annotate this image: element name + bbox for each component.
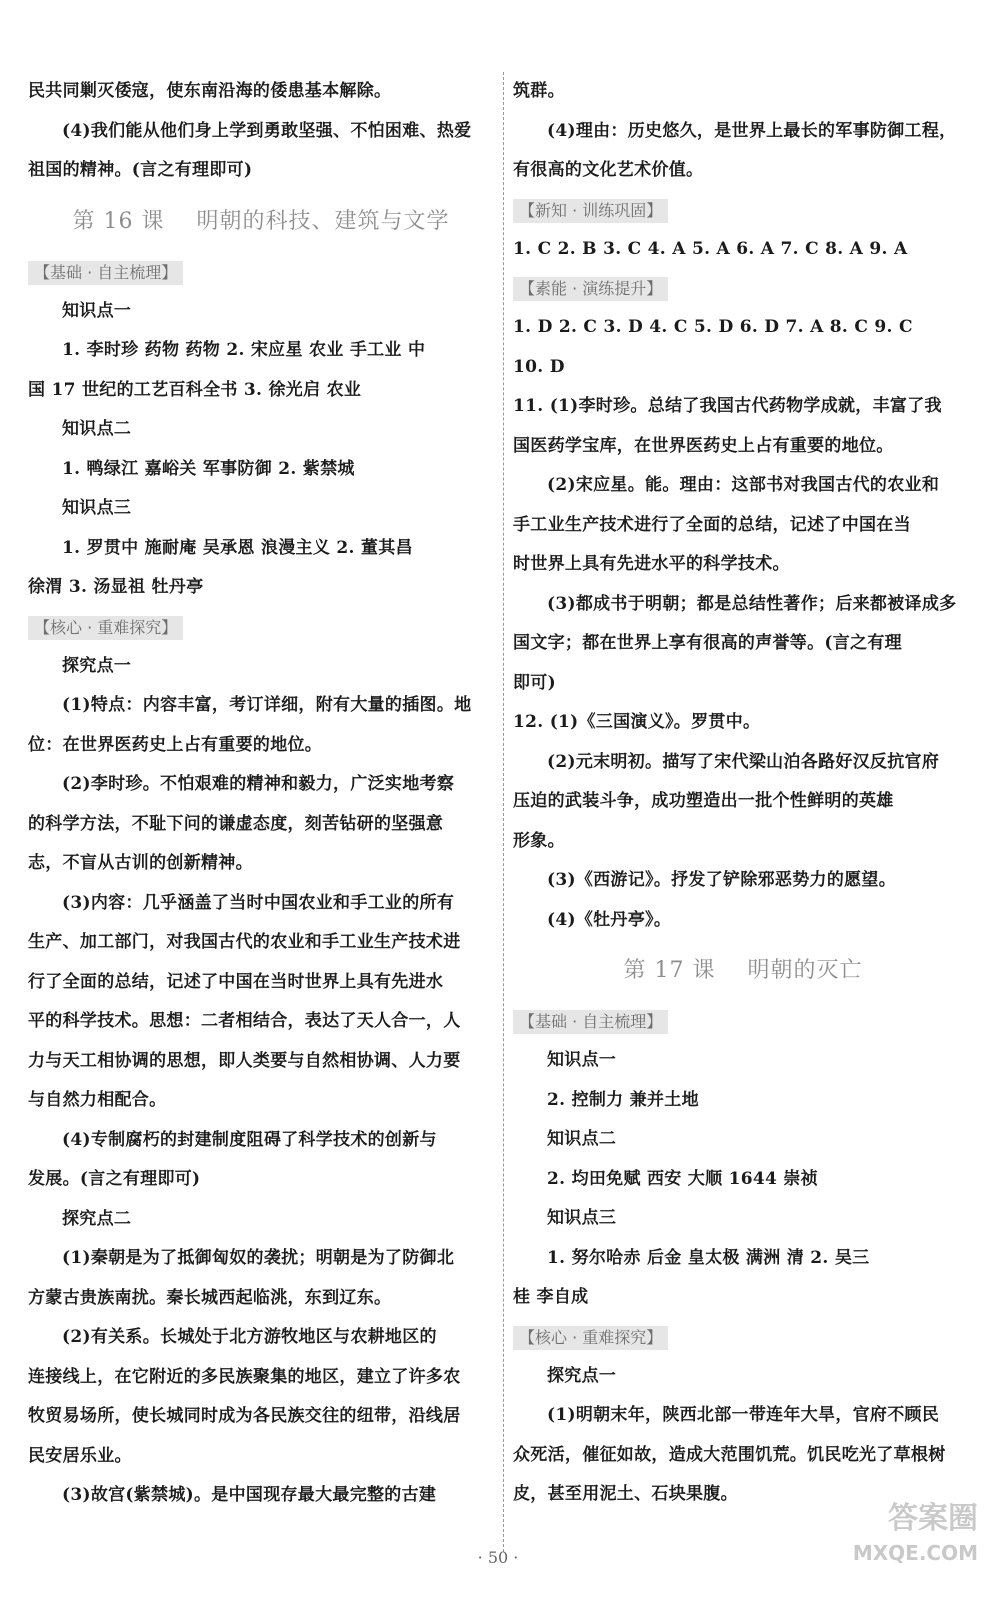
section-header: 【新知 · 训练巩固】 (513, 199, 668, 223)
text-line: (1)特点：内容丰富，考订详细，附有大量的插图。地 (62, 695, 472, 715)
exploration-point-heading: 探究点一 (547, 1365, 617, 1386)
text-line: 民安居乐业。 (28, 1445, 132, 1466)
text-line: 连接线上，在它附近的多民族聚集的地区，建立了许多农 (28, 1366, 461, 1387)
text-line: 2. 均田免赋 西安 大顺 1644 崇祯 (547, 1168, 818, 1189)
knowledge-point-heading: 知识点二 (62, 419, 132, 439)
section-header: 【基础 · 自主梳理】 (28, 261, 183, 285)
text-line: (2)李时珍。不怕艰难的精神和毅力，广泛实地考察 (62, 774, 455, 794)
knowledge-point-heading: 知识点一 (62, 300, 132, 321)
text-line: (4)我们能从他们身上学到勇敢坚强、不怕困难、热爱 (62, 120, 472, 141)
knowledge-point-heading: 知识点一 (547, 1050, 617, 1070)
lesson-number: 第 17 课 (623, 958, 716, 983)
page-number: · 50 · (477, 1548, 519, 1567)
text-line: 众死活，催征如故，造成大范围饥荒。饥民吃光了草根树 (513, 1444, 946, 1465)
answer-line: 1. C 2. B 3. C 4. A 5. A 6. A 7. C 8. A 9. A (513, 238, 908, 259)
text-line: 1. 努尔哈赤 后金 皇太极 满洲 清 2. 吴三 (547, 1247, 870, 1268)
lesson-name: 明朝的科技、建筑与文学 (196, 208, 450, 234)
text-line: 位：在世界医药史上占有重要的地位。 (28, 734, 323, 755)
lesson-name: 明朝的灭亡 (747, 958, 863, 983)
text-line: (4)理由：历史悠久，是世界上最长的军事防御工程， (547, 120, 957, 141)
text-line: (2)有关系。长城处于北方游牧地区与农耕地区的 (62, 1327, 437, 1347)
text-line: 与自然力相配合。 (28, 1090, 167, 1110)
text-line: 1. 李时珍 药物 药物 2. 宋应星 农业 手工业 中 (62, 340, 426, 360)
exploration-point-heading: 探究点二 (62, 1208, 132, 1229)
section-header: 【素能 · 演练提升】 (513, 277, 668, 301)
watermark-logo (828, 1502, 978, 1582)
knowledge-point-heading: 知识点二 (547, 1129, 617, 1149)
text-line: 桂 李自成 (513, 1287, 589, 1307)
text-line: 形象。 (513, 830, 565, 851)
text-line: (1)明朝末年，陕西北部一带连年大旱，官府不顾民 (547, 1405, 940, 1425)
text-line: 发展。(言之有理即可) (28, 1169, 201, 1189)
answer-line: 10. D (513, 356, 565, 377)
lesson-17-title (513, 940, 973, 1002)
text-line: 祖国的精神。(言之有理即可) (28, 160, 253, 180)
text-line: 1. 鸭绿江 嘉峪关 军事防御 2. 紫禁城 (62, 458, 355, 479)
text-line: 行了全面的总结，记述了中国在当时世界上具有先进水 (28, 971, 444, 992)
right-column (513, 72, 973, 1515)
text-line: (4)专制腐朽的封建制度阻碍了科学技术的创新与 (62, 1129, 437, 1150)
text-line: 民共同剿灭倭寇，使东南沿海的倭患基本解除。 (28, 81, 392, 101)
section-header: 【基础 · 自主梳理】 (513, 1010, 668, 1034)
watermark-text: 答案圈 (888, 1501, 978, 1536)
text-line: (3)故宫(紫禁城)。是中国现存最大最完整的古建 (62, 1485, 437, 1505)
text-line: 牧贸易场所，使长城同时成为各民族交往的纽带，沿线居 (28, 1406, 461, 1426)
exploration-point-heading: 探究点一 (62, 655, 132, 676)
text-line: 力与天工相协调的思想，即人类要与自然相协调、人力要 (28, 1050, 461, 1071)
lesson-16-title (28, 191, 494, 253)
column-divider (503, 72, 504, 1552)
text-line: (3)都成书于明朝；都是总结性著作；后来都被译成多 (547, 593, 957, 614)
section-header: 【核心 · 重难探究】 (28, 616, 183, 640)
text-line: 筑群。 (513, 81, 565, 101)
text-line: (3)《西游记》。抒发了铲除邪恶势力的愿望。 (547, 870, 897, 890)
text-line: (3)内容：几乎涵盖了当时中国农业和手工业的所有 (62, 892, 455, 913)
text-line: 平的科学技术。思想：二者相结合，表达了天人合一，人 (28, 1011, 461, 1031)
text-line: 的科学方法，不耻下问的谦虚态度，刻苦钻研的坚强意 (28, 813, 444, 834)
text-line: 即可) (513, 672, 556, 693)
text-line: 2. 控制力 兼并土地 (547, 1089, 699, 1110)
text-line: 有很高的文化艺术价值。 (513, 160, 704, 180)
text-line: 11. (1)李时珍。总结了我国古代药物学成就，丰富了我 (513, 396, 942, 416)
text-line: 国 17 世纪的工艺百科全书 3. 徐光启 农业 (28, 379, 362, 400)
watermark-url: MXQE.COM (852, 1541, 978, 1565)
text-line: 皮，甚至用泥土、石块果腹。 (513, 1484, 738, 1504)
text-line: 徐渭 3. 汤显祖 牡丹亭 (28, 577, 204, 597)
text-line: 国文字；都在世界上享有很高的声誉等。(言之有理 (513, 633, 902, 653)
text-line: (4)《牡丹亭》。 (547, 909, 672, 930)
text-line: 时世界上具有先进水平的科学技术。 (513, 554, 790, 574)
text-line: 志，不盲从古训的创新精神。 (28, 853, 253, 873)
text-line: (1)秦朝是为了抵御匈奴的袭扰；明朝是为了防御北 (62, 1248, 455, 1268)
text-line: 国医药学宝库，在世界医药史上占有重要的地位。 (513, 435, 894, 456)
text-line: 压迫的武装斗争，成功塑造出一批个性鲜明的英雄 (513, 791, 894, 811)
answer-line: 1. D 2. C 3. D 4. C 5. D 6. D 7. A 8. C 9. C (513, 317, 913, 337)
knowledge-point-heading: 知识点三 (62, 498, 132, 518)
section-header: 【核心 · 重难探究】 (513, 1326, 668, 1350)
left-column (28, 72, 494, 1516)
text-line: 1. 罗贯中 施耐庵 吴承恩 浪漫主义 2. 董其昌 (62, 537, 413, 558)
text-line: 手工业生产技术进行了全面的总结，记述了中国在当 (513, 514, 911, 535)
text-line: (2)宋应星。能。理由：这部书对我国古代的农业和 (547, 475, 940, 495)
lesson-number: 第 16 课 (72, 208, 165, 234)
text-line: 12. (1)《三国演义》。罗贯中。 (513, 712, 761, 732)
text-line: (2)元末明初。描写了宋代梁山泊各路好汉反抗官府 (547, 751, 940, 772)
text-line: 生产、加工部门，对我国古代的农业和手工业生产技术进 (28, 932, 461, 952)
text-line: 方蒙古贵族南扰。秦长城西起临洮，东到辽东。 (28, 1287, 392, 1308)
knowledge-point-heading: 知识点三 (547, 1208, 617, 1228)
